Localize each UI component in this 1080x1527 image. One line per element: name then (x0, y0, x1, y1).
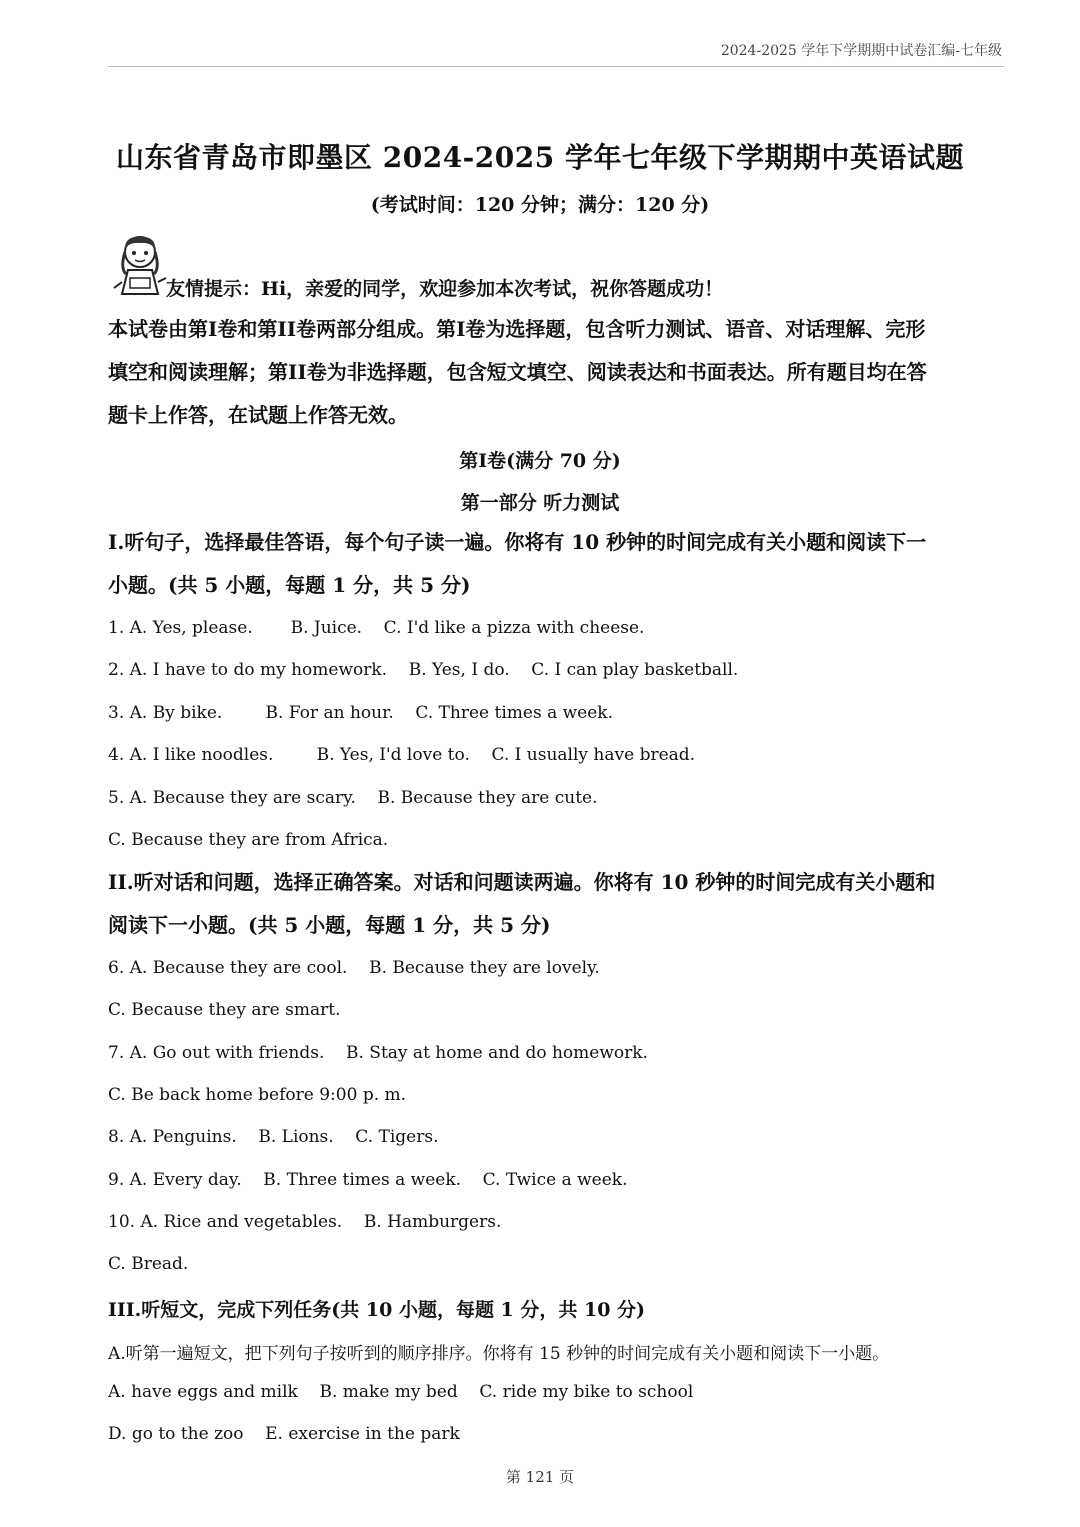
header-text: 2024-2025 学年下学期期中试卷汇编-七年级 (720, 43, 1002, 59)
page-title: 山东省青岛市即墨区 2024-2025 学年七年级下学期期中英语试题 (116, 141, 964, 174)
girl-illustration-icon (112, 234, 168, 298)
question-4: 4. A. I like noodles. B. Yes, I'd love to. C. I usually have bread. (108, 745, 696, 765)
intro-line: 本试卷由第I卷和第II卷两部分组成。第I卷为选择题，包含听力测试、语音、对话理解、完形 (108, 317, 926, 341)
question-3: 3. A. By bike. B. For an hour. C. Three times a week. (108, 703, 613, 723)
section-line: 小题。(共 5 小题，每题 1 分，共 5 分) (108, 573, 471, 597)
question-6-option-c: C. Because they are smart. (108, 1000, 341, 1020)
intro-line: 填空和阅读理解；第II卷为非选择题，包含短文填空、阅读表达和书面表达。所有题目均在答 (108, 360, 927, 384)
question-10: 10. A. Rice and vegetables. B. Hamburgers. (108, 1212, 502, 1232)
question-7: 7. A. Go out with friends. B. Stay at home and do homework. (108, 1043, 648, 1063)
exam-info: (考试时间：120 分钟；满分：120 分) (370, 194, 710, 216)
question-7-option-c: C. Be back home before 9:00 p. m. (108, 1085, 407, 1105)
header-divider (108, 66, 1004, 67)
section-i-heading (108, 521, 1008, 607)
question-6: 6. A. Because they are cool. B. Because they are lovely. (108, 958, 600, 978)
part-heading: 第一部分 听力测试 (460, 492, 620, 514)
ordering-options: A. have eggs and milk B. make my bed C. ride my bike to school (108, 1382, 694, 1402)
question-2: 2. A. I have to do my homework. B. Yes, I do. C. I can play basketball. (108, 660, 739, 680)
question-10-option-c: C. Bread. (108, 1254, 189, 1274)
question-9: 9. A. Every day. B. Three times a week. C. Twice a week. (108, 1170, 628, 1190)
task-a-instruction: A.听第一遍短文，把下列句子按听到的顺序排序。你将有 15 秒钟的时间完成有关小题和阅读下一小题。 (108, 1344, 890, 1364)
question-5: 5. A. Because they are scary. B. Because they are cute. (108, 788, 598, 808)
section-line: 阅读下一小题。(共 5 小题，每题 1 分，共 5 分) (108, 913, 551, 937)
section-iii-heading: III.听短文，完成下列任务(共 10 小题，每题 1 分，共 10 分) (108, 1299, 646, 1321)
volume-heading: 第I卷(满分 70 分) (459, 450, 621, 472)
section-line: I.听句子，选择最佳答语，每个句子读一遍。你将有 10 秒钟的时间完成有关小题和阅读下一 (108, 530, 927, 554)
intro-paragraph (108, 308, 1008, 437)
friendly-tip: 友情提示：Hi，亲爱的同学，欢迎参加本次考试，祝你答题成功！ (166, 278, 724, 300)
ordering-options: D. go to the zoo E. exercise in the park (108, 1424, 460, 1444)
question-1: 1. A. Yes, please. B. Juice. C. I'd like a pizza with cheese. (108, 618, 645, 638)
section-ii-heading (108, 861, 1008, 947)
question-8: 8. A. Penguins. B. Lions. C. Tigers. (108, 1127, 439, 1147)
question-5-option-c: C. Because they are from Africa. (108, 830, 389, 850)
page-number: 第 121 页 (505, 1468, 575, 1486)
intro-line: 题卡上作答，在试题上作答无效。 (108, 403, 408, 427)
section-line: II.听对话和问题，选择正确答案。对话和问题读两遍。你将有 10 秒钟的时间完成有关小题和 (108, 870, 936, 894)
